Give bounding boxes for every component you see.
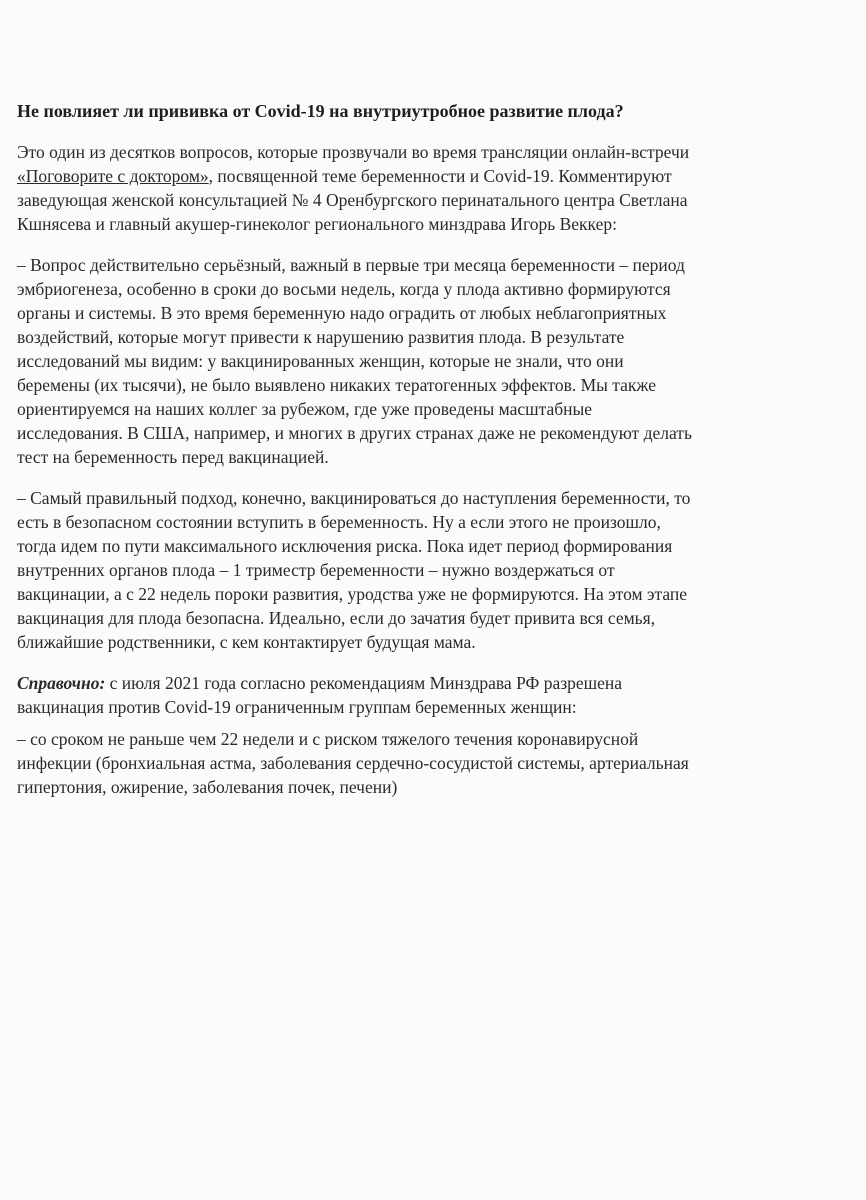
intro-paragraph [17,140,853,236]
reference-text: с июля 2021 года согласно рекомендациям Минздрава РФ разрешена вакцинация против Covid-19 ограниченным группам беременных женщин: [17,673,623,717]
eligibility-paragraph: – со сроком не раньше чем 22 недели и с риском тяжелого течения коронавирусной инфекции (бронхиальная астма, заболевания сердечно-сосудистой системы, артериальная гипертония, ожирение, заболевания почек, печени) [17,729,689,797]
reference-label: Справочно: [17,673,106,693]
document-body [17,99,853,816]
talk-to-doctor-link[interactable]: «Поговорите с доктором» [17,166,209,186]
answer-paragraph-1: – Вопрос действительно серьёзный, важный в первые три месяца беременности – период эмбриогенеза, особенно в сроки до восьми недель, когда у плода активно формируются органы и системы. В это время беременную надо оградить от любых неблагоприятных воздействий, которые могут привести к нарушению развития плода. В результате исследований мы видим: у вакцинированных женщин, которые не знали, что они беремены (их тысячи), не было выявлено никаких тератогенных эффектов. Мы также ориентируемся на наших коллег за рубежом, где уже проведены масштабные исследования. В США, например, и многих в других странах даже не рекомендуют делать тест на беременность перед вакцинацией. [17,255,692,467]
reference-paragraph [17,671,853,719]
answer-paragraph-2: – Самый правильный подход, конечно, вакцинироваться до наступления беременности, то есть в безопасном состоянии вступить в беременность. Ну а если этого не произошло, тогда идем по пути максимального исключения риска. Пока идет период формирования внутренних органов плода – 1 триместр беременности – нужно воздержаться от вакцинации, а с 22 недель пороки развития, уродства уже не формируются. На этом этапе вакцинация для плода безопасна. Идеально, если до зачатия будет привита вся семья, ближайшие родственники, с кем контактирует будущая мама. [17,488,691,652]
intro-text-end: , посвященной теме беременности и Covid-19. Комментируют заведующая женской консультацией № 4 Оренбургского перинатального центра Светлана Кшнясева и главный акушер-гинеколог регионального минздрава Игорь Веккер: [17,166,688,234]
intro-text-start: Это один из десятков вопросов, которые прозвучали во время трансляции онлайн-встречи [17,142,690,162]
document-title: Не повлияет ли прививка от Covid-19 на внутриутробное развитие плода? [17,101,624,121]
